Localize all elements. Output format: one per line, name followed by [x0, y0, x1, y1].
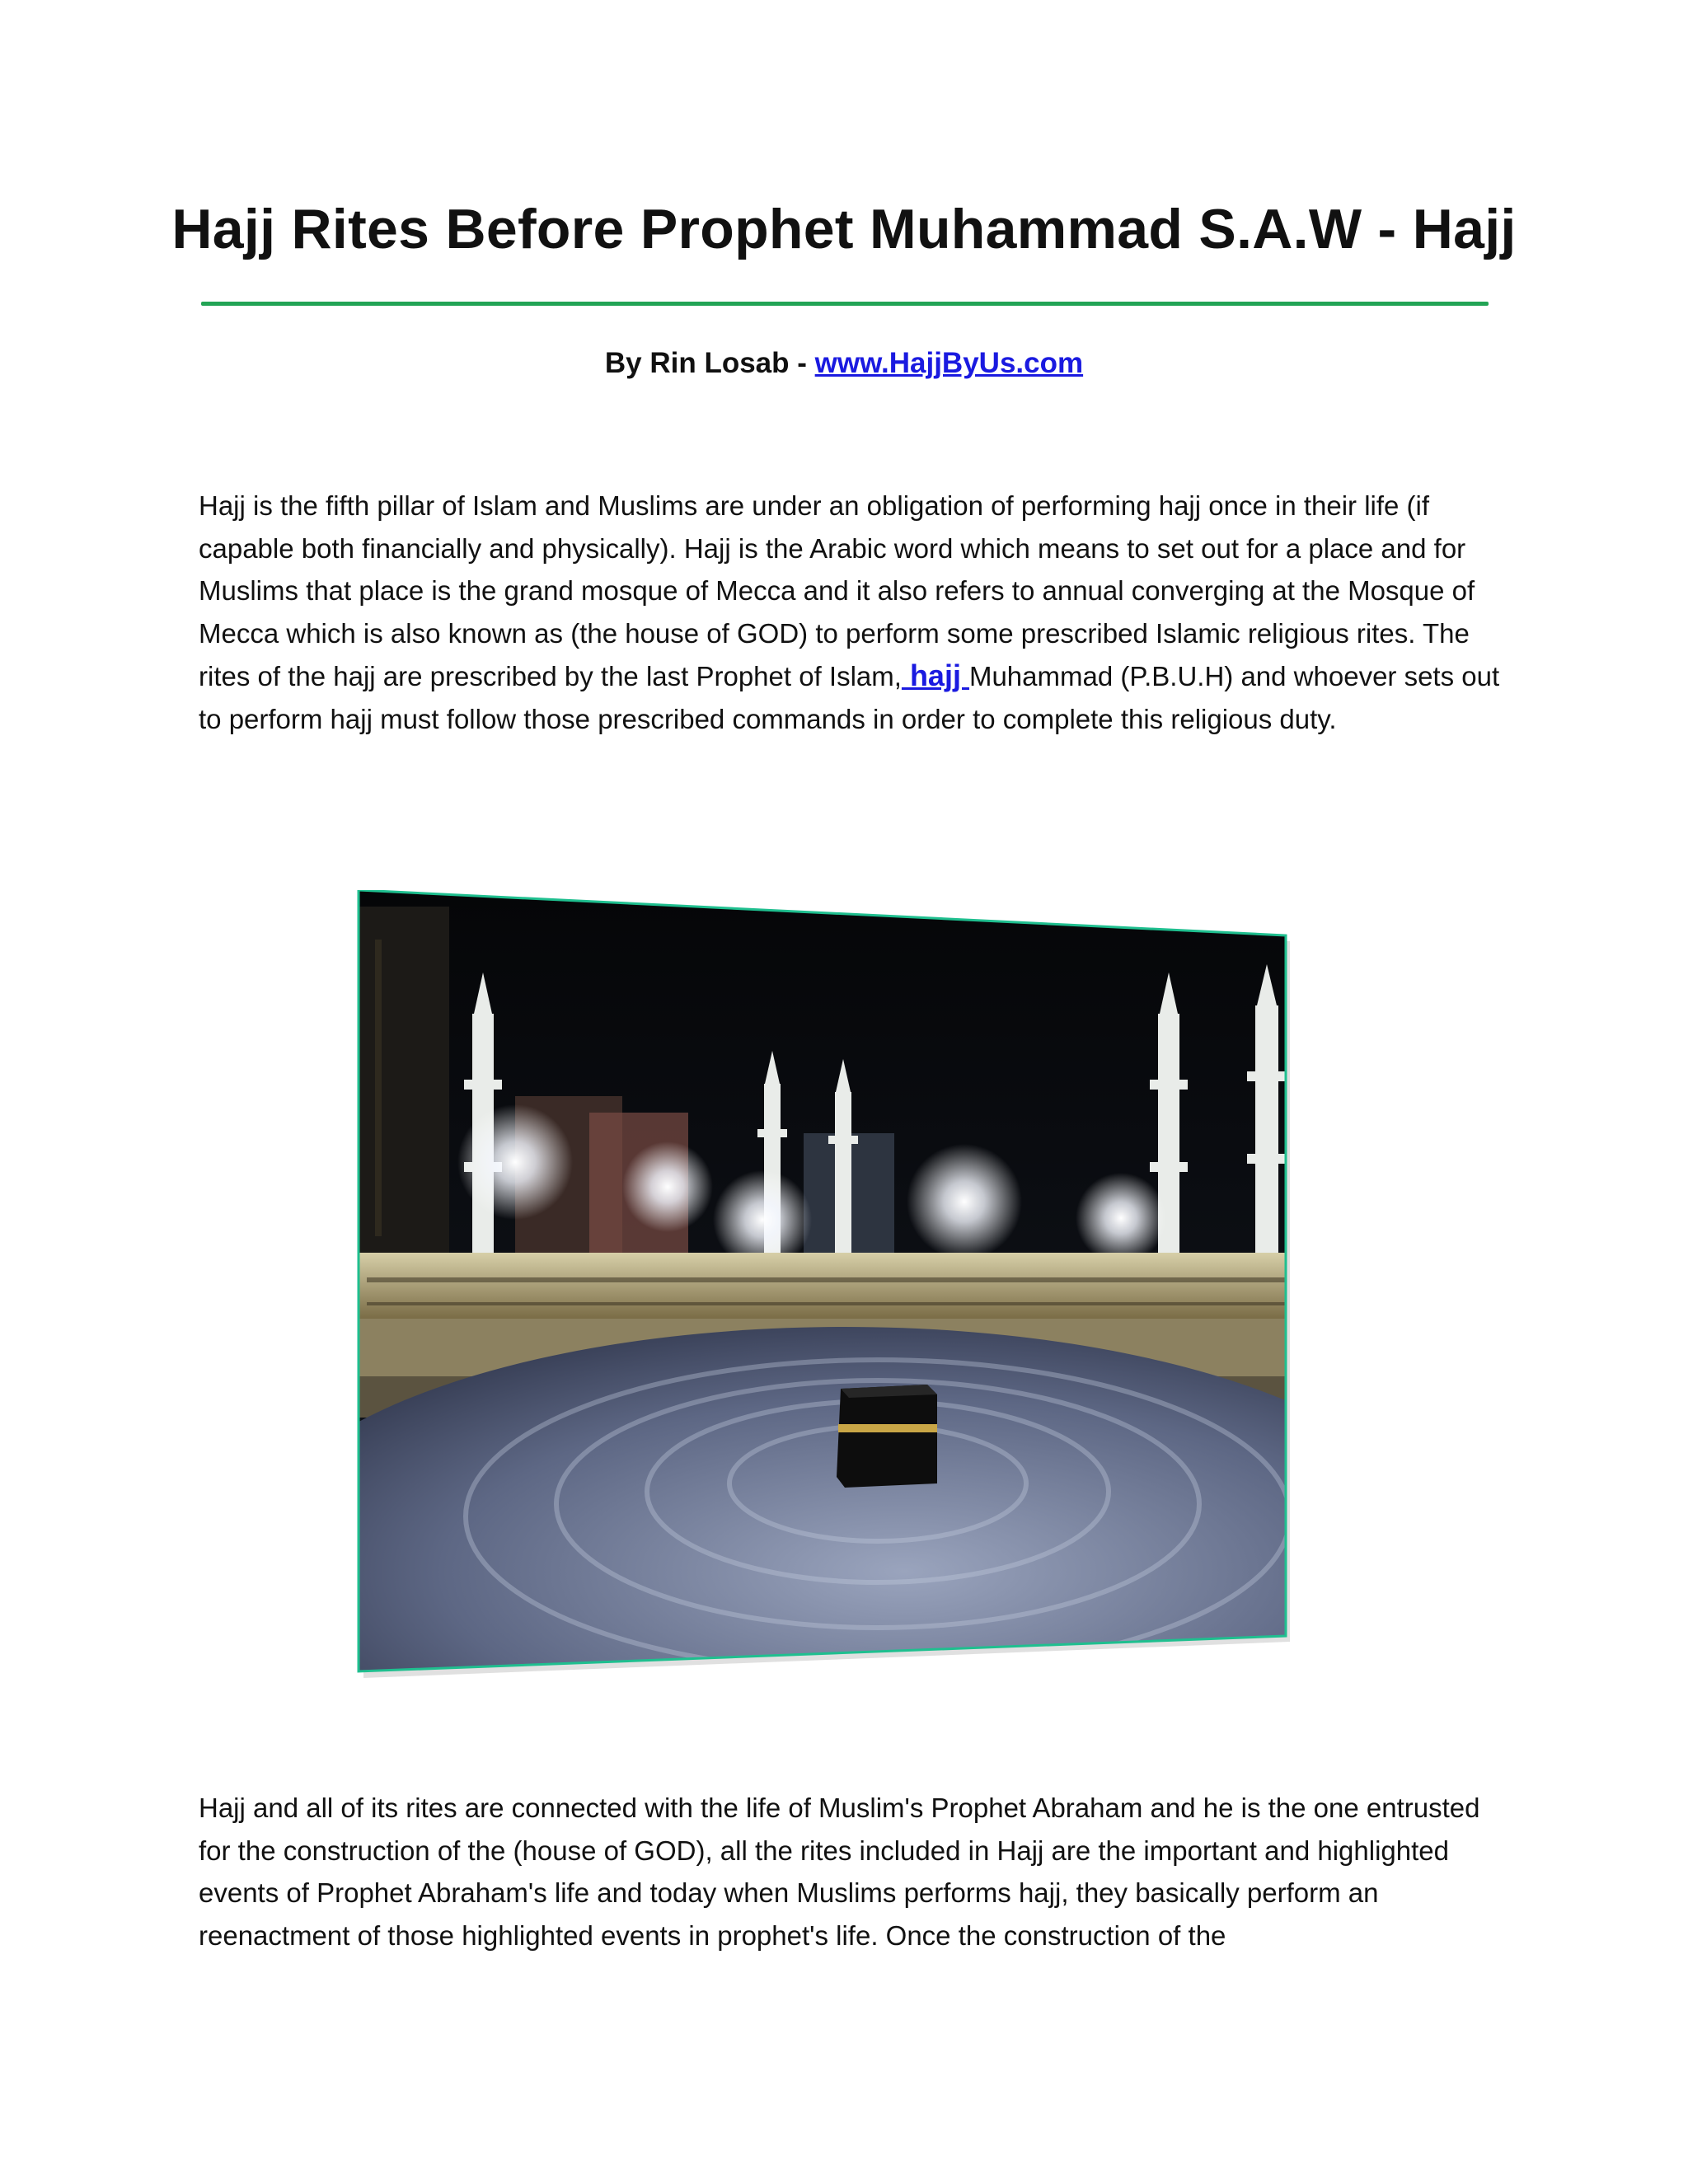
byline-author: By Rin Losab - — [604, 347, 815, 379]
hajj-link[interactable]: hajj — [901, 658, 969, 692]
body-paragraph: Hajj and all of its rites are connected with the life of Muslim's Prophet Abraham and he is the one entrusted for the construction of the (house of GOD), all the rites included in Hajj are the important and highlighted events of Prophet Abraham's life and today when Muslims performs hajj, they basically perform an reenactment of those highlighted events in prophet's life. Once the construction of the — [199, 1793, 1480, 1951]
title-divider — [201, 302, 1489, 306]
byline — [148, 344, 1540, 382]
intro-text-end: Muhammad (P.B.U.H) and whoever sets out to perform hajj must follow those prescribed commands in order to complete this religious duty. — [199, 661, 1500, 734]
kaaba-photo — [350, 890, 1290, 1681]
byline-website-link[interactable]: www.HajjByUs.com — [814, 347, 1084, 379]
intro-paragraph — [199, 485, 1517, 740]
intro-text-start: Hajj is the fifth pillar of Islam and Muslims are under an obligation of performing hajj once in their life (if capable both financially and physically). Hajj is the Arabic word which means to set out for a place and for Muslims that place is the grand mosque of Mecca and it also refers to annual converging at the Mosque of Mecca which is also known as (the house of GOD) to perform some prescribed Islamic religious rites. The rites of the hajj are prescribed by the last Prophet of Islam, — [199, 490, 1475, 691]
page-title: Hajj Rites Before Prophet Muhammad S.A.W - Hajj — [171, 198, 1517, 260]
